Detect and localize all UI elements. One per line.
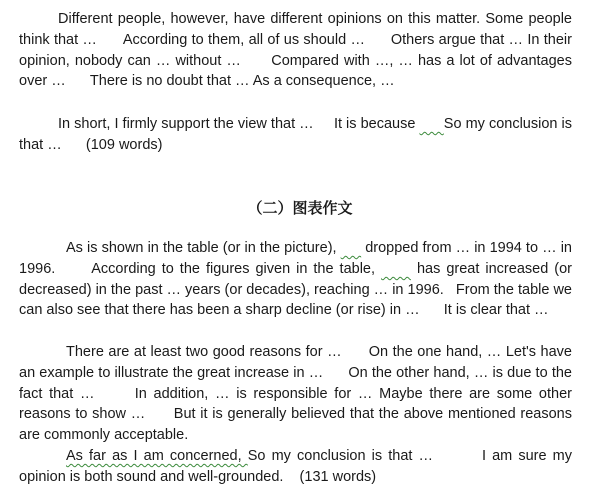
section2-paragraph-3: [19, 446, 572, 488]
sentence: Others argue that … In their opinion, nobody can … without …: [19, 31, 572, 69]
spellcheck-marker: [341, 240, 361, 256]
sentence: In short, I firmly support the view that …: [58, 116, 318, 132]
sentence: There is no doubt that … As a consequence, …: [89, 73, 395, 90]
sentence: Compared with …, … has a lot of advantages over …: [19, 52, 572, 90]
sentence: As far as I am concerned,: [66, 448, 248, 464]
section2-paragraph-1: [19, 238, 572, 321]
sentence: According to the figures given in the table,: [91, 260, 382, 277]
sentence: Different people, however, have different opinions on this matter.: [58, 11, 481, 27]
sentence: So my conclusion is that …: [19, 116, 572, 153]
sentence: As is shown in the table (or in the picture),: [66, 240, 341, 256]
word-count: (109 words): [85, 136, 163, 153]
sentence: dropped from … in 1994 to … in 1996.: [19, 240, 572, 277]
sentence: From the table we can also see that there has been a sharp decline (or rise) in …: [19, 281, 572, 319]
word-count: (131 words): [299, 468, 377, 485]
sentence: It is because: [333, 116, 420, 132]
spellcheck-marker: [419, 116, 443, 132]
sentence: According to them, all of us should …: [122, 31, 370, 48]
section1-paragraph-2: [19, 114, 572, 156]
sentence: On the other hand, … is due to the fact that …: [19, 364, 572, 402]
sentence: There are at least two good reasons for …: [66, 344, 347, 360]
sentence: Some people think that …: [19, 11, 572, 48]
section2-paragraph-2: [19, 342, 572, 446]
sentence: I am sure my opinion is both sound and well-grounded.: [19, 448, 572, 485]
sentence: On the one hand, … Let's have an example to illustrate the great increase in …: [19, 344, 572, 381]
section1-paragraph-1: [19, 9, 572, 92]
sentence: has great increased (or decreased) in the past … years (or decades), reaching … in 1996.: [19, 260, 572, 298]
sentence: But it is generally believed that the above mentioned reasons are commonly acceptable.: [19, 406, 572, 444]
section-heading: （二）图表作文: [247, 199, 353, 217]
sentence: So my conclusion is that …: [247, 448, 440, 464]
sentence: It is clear that …: [443, 302, 549, 319]
spellcheck-marker: [381, 261, 411, 277]
sentence: In addition, … is responsible for … Maybe there are some other reasons to show …: [19, 385, 572, 423]
